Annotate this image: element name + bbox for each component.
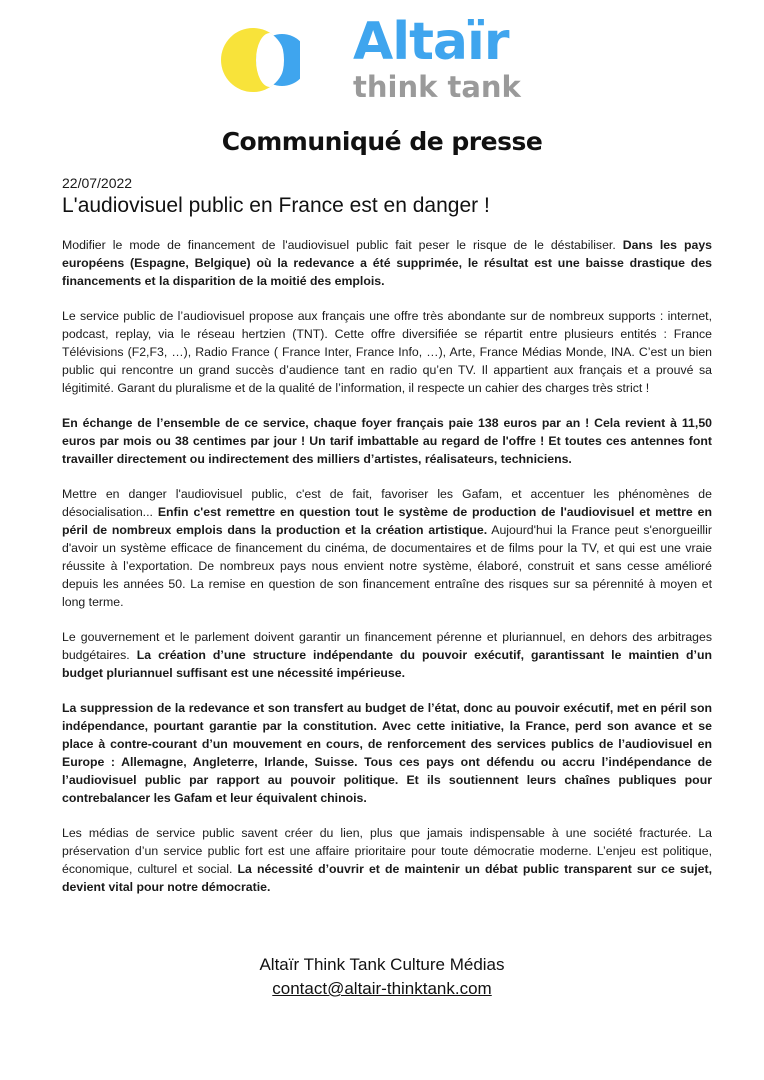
press-release-title: Communiqué de presse — [221, 127, 543, 156]
paragraph-7: Les médias de service public savent créer du lien, plus que jamais indispensable à une société fracturée. La préservation d’un service public fort est une affaire prioritaire pour toute démocratie moderne. L’enjeu est politique, économique, culturel et social. La nécessité d’ouvrir et de maintenir un débat public transparent sur ce sujet, devient vital pour notre démocratie. — [62, 826, 712, 894]
altair-circles-icon — [220, 20, 300, 100]
altair-logo — [220, 12, 550, 104]
release-date: 22/07/2022 — [62, 175, 133, 191]
headline: L'audiovisuel public en France est en danger ! — [62, 194, 490, 217]
logo-title: Altaïr — [353, 12, 509, 72]
paragraph-5: Le gouvernement et le parlement doivent garantir un financement pérenne et pluriannuel, en dehors des arbitrages budgétaires. La création d’une structure indépendante du pouvoir exécutif, garantissant le maintien d’un budget pluriannuel suffisant est une nécessité impérieuse. — [62, 630, 712, 680]
contact-email-link[interactable]: contact@altair-thinktank.com — [272, 979, 492, 998]
footer — [0, 953, 764, 1001]
footer-org: Altaïr Think Tank Culture Médias — [259, 955, 505, 974]
paragraph-1: Modifier le mode de financement de l'audiovisuel public fait peser le risque de le déstabiliser. Dans les pays européens (Espagne, Belgique) où la redevance a été supprimée, le résultat est une baisse drastique des financements et la disparition de la moitié des emplois. — [62, 238, 713, 288]
paragraph-4: Mettre en danger l'audiovisuel public, c'est de fait, favoriser les Gafam, et accentuer les phénomènes de désocialisation... Enfin c'est remettre en question tout le système de production de l'audiovisuel et mettre en péril de nombreux emplois dans la production et la création artistique. Aujourd'hui la France peut s'enorgueillir d'avoir un système efficace de financement du cinéma, de documentaires et de films pour la TV, et qui est une vraie réussite à l’exportation. De nombreux pays nous envient notre système, élaboré, construit et sans cesse amélioré depuis les années 50. La remise en question de son financement entraîne des risques sur sa pérennité à moyen et long terme. — [62, 487, 712, 609]
paragraph-3: En échange de l’ensemble de ce service, chaque foyer français paie 138 euros par an ! Cela revient à 11,50 euros par mois ou 38 centimes par jour ! Un tarif imbattable au regard de l'offre ! Et toutes ces antennes font travailler directement ou indirectement des milliers d’artistes, réalisateurs, techniciens. — [62, 416, 712, 466]
paragraph-2: Le service public de l’audiovisuel propose aux français une offre très abondante sur de nombreux supports : internet, podcast, replay, via le réseau hertzien (TNT). Cette offre diversifiée se répartit entre plusieurs entités : France Télévisions (F2,F3, …), Radio France ( France Inter, France Info, …), Arte, France Médias Monde, INA. C’est un bien public qui rencontre un grand succès d’audience tant en radio qu’en TV. Il appartient aux français et a prouvé sa légitimité. Garant du pluralisme et de la qualité de l’information, il respecte un cahier des charges très strict ! — [62, 309, 712, 395]
document-body — [62, 175, 712, 913]
paragraph-6: La suppression de la redevance et son transfert au budget de l’état, donc au pouvoir exécutif, met en péril son indépendance, pourtant garantie par la constitution. Avec cette initiative, la France, perd son avance et se place à contre-courant d’un mouvement en cours, de renforcement des services publics de l’audiovisuel en Europe : Allemagne, Angleterre, Irlande, Suisse. Tous ces pays ont défendu ou accru l’indépendance de l’audiovisuel public par rapport au pouvoir politique. Et ils soutiennent leurs chaînes publiques pour contrebalancer les Gafam et leur équivalent chinois. — [62, 701, 712, 805]
logo-subtitle: think tank — [353, 70, 521, 104]
